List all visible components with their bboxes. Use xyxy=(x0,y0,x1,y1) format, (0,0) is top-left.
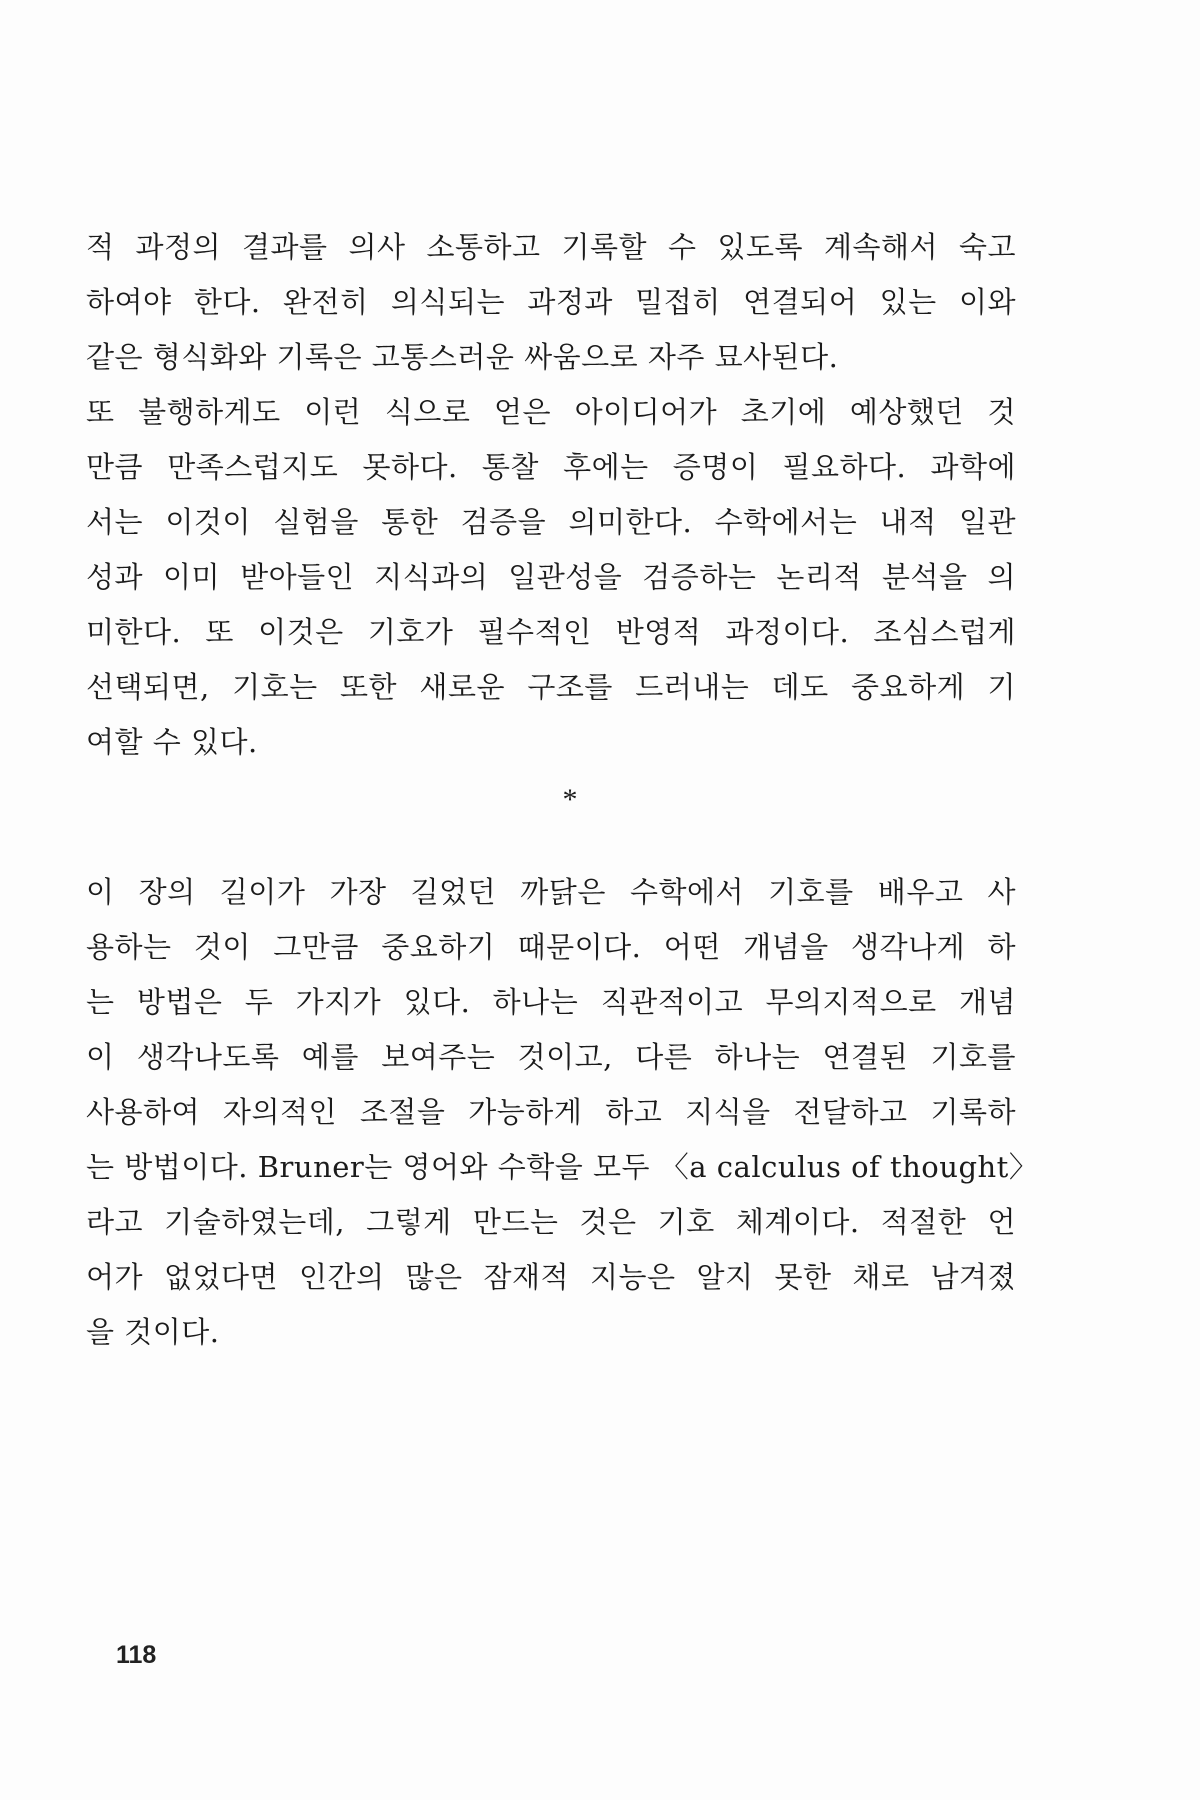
paragraph-3-line-9: 을 것이다. xyxy=(86,1315,220,1349)
paragraph-2-line-6: 선택되면, 기호는 또한 새로운 구조를 드러내는 데도 중요하게 기 xyxy=(86,670,1016,704)
text-block-upper xyxy=(86,220,1016,770)
paragraph-1-line-1: 적 과정의 결과를 의사 소통하고 기록할 수 있도록 계속해서 숙고 xyxy=(86,230,1016,264)
paragraph-2-line-3: 서는 이것이 실험을 통한 검증을 의미한다. 수학에서는 내적 일관 xyxy=(86,505,1016,539)
paragraph-3-line-1: 이 장의 길이가 가장 길었던 까닭은 수학에서 기호를 배우고 사 xyxy=(86,875,1016,909)
paragraph-3-line-4: 이 생각나도록 예를 보여주는 것이고, 다른 하나는 연결된 기호를 xyxy=(86,1040,1016,1074)
paragraph-3-line-5: 사용하여 자의적인 조절을 가능하게 하고 지식을 전달하고 기록하 xyxy=(86,1095,1016,1129)
paragraph-1-line-2: 하여야 한다. 완전히 의식되는 과정과 밀접히 연결되어 있는 이와 xyxy=(86,285,1016,319)
paragraph-2-line-5: 미한다. 또 이것은 기호가 필수적인 반영적 과정이다. 조심스럽게 xyxy=(86,615,1016,649)
paragraph-3-line-8: 어가 없었다면 인간의 많은 잠재적 지능은 알지 못한 채로 남겨졌 xyxy=(86,1260,1016,1294)
paragraph-2-line-4: 성과 이미 받아들인 지식과의 일관성을 검증하는 논리적 분석을 의 xyxy=(86,560,1016,594)
page-number: 118 xyxy=(116,1641,157,1669)
paragraph-2-line-2: 만큼 만족스럽지도 못하다. 통찰 후에는 증명이 필요하다. 과학에 xyxy=(86,450,1016,484)
paragraph-3-line-2: 용하는 것이 그만큼 중요하기 때문이다. 어떤 개념을 생각나게 하 xyxy=(86,930,1016,964)
text-block-lower xyxy=(86,865,1039,1360)
paragraph-3-line-6: 는 방법이다. Bruner는 영어와 수학을 모두 〈a calculus of thought〉 xyxy=(86,1150,1039,1184)
paragraph-3-line-3: 는 방법은 두 가지가 있다. 하나는 직관적이고 무의지적으로 개념 xyxy=(86,985,1016,1019)
section-separator: * xyxy=(562,783,578,816)
paragraph-1-line-3: 같은 형식화와 기록은 고통스러운 싸움으로 자주 묘사된다. xyxy=(86,340,839,374)
paragraph-2-line-1: 또 불행하게도 이런 식으로 얻은 아이디어가 초기에 예상했던 것 xyxy=(86,395,1016,429)
paragraph-3-line-7: 라고 기술하였는데, 그렇게 만드는 것은 기호 체계이다. 적절한 언 xyxy=(86,1205,1016,1239)
paragraph-2-line-7: 여할 수 있다. xyxy=(86,725,258,759)
